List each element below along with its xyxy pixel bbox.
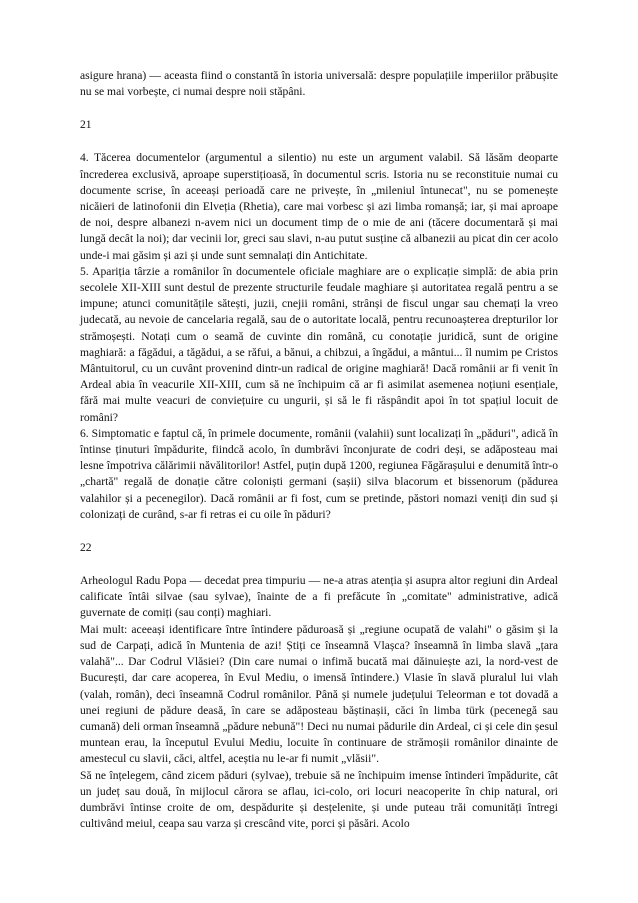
paragraph-gap (80, 100, 558, 117)
paragraph-gap (80, 556, 558, 573)
page-number: 22 (80, 541, 92, 555)
paragraph-gap (80, 133, 558, 150)
paragraph: 6. Simptomatic e faptul că, în primele documente, românii (valahii) sunt localizați în „păduri", adică în întinse ținuturi împădurite, fiindcă acolo, în dumbrăvi înconjurate de codri deși, se adăposteau mai lesne împotriva călărimii năvălitorilor! Astfel, puțin după 1200, regiunea Făgărașului e denumită într-o „chartă" regală de donație către coloniști germani (sașii) silva blacorum et bissenorum (pădurea valahilor și a pecenegilor). Dacă românii ar fi fost, cum se pretinde, păstori nomazi veniți din sud și colonizați de curând, s-ar fi retras ei cu oile în păduri? (80, 426, 558, 521)
page-number: 21 (80, 118, 92, 132)
paragraph: Arheologul Radu Popa — decedat prea timpuriu — ne-a atras atenția și asupra altor regiuni din Ardeal calificate întâi silvae (sau sylvae), înainte de a fi prefăcute în „comitate" administrative, adică guvernate de comiți (sau conți) maghiari. (80, 574, 558, 620)
paragraph: Să ne înțelegem, când zicem păduri (sylvae), trebuie să ne închipuim imense întinderi împădurite, cât un județ sau două, în mijlocul cărora se aflau, ici-colo, ori locuri neacoperite în chip natural, ori dumbrăvi întinse croite de om, despădurite și desțelenite, și unde puteau trăi comunități întregi cultivând meiul, ceapa sau varza și crescând vite, porci și păsări. Acolo (80, 768, 558, 831)
paragraph: Mai mult: aceeași identificare între întindere păduroasă și „regiune ocupată de valahi" o găsim și la sud de Carpați, adică în Muntenia de azi! Știți ce înseamnă Vlașca? înseamnă în limba slavă „țara valahă"... Dar Codrul Vlăsiei? (Din care numai o infimă bucată mai dăinuiește azi, la nord-vest de București, dar care acoperea, în Evul Mediu, o imensă întindere.) Vlasie în slavă pluralul lui vlah (valah, român), deci înseamnă Codrul românilor. Până și numele județului Teleorman e tot dovadă a unei regiuni de pădure deasă, în care se adăposteau băștinașii, căci în limba türk (pecenegă sau cumană) deli orman înseamnă „pădure nebună"! Deci nu numai pădurile din Ardeal, ci și cele din șesul muntean erau, la începutul Evului Mediu, locuite în continuare de strămoșii românilor dinainte de amestecul cu slavii, căci, altfel, aceștia nu le-ar fi numit „vlăsii". (80, 622, 558, 766)
paragraph-gap (80, 523, 558, 540)
paragraph: asigure hrana) — aceasta fiind o constantă în istoria universală: despre populațiile imperiilor prăbușite nu se mai vorbește, ci numai despre noii stăpâni. (80, 69, 558, 99)
paragraph: 5. Apariția târzie a românilor în documentele oficiale maghiare are o explicație simplă: de abia prin secolele XII-XIII sunt destul de prezente structurile feudale maghiare și autoritatea regală pentru a se impune; atunci comunitățile sătești, juzii, cnejii români, strânși de fiscul ungar sau chemați la vreo judecată, au nevoie de cancelaria regală, sau de o autoritate locală, pentru recunoașterea drepturilor lor strămoșești. Notați cum o seamă de cuvinte din română, cu conotație juridică, sunt de origine maghiară: a făgădui, a tăgădui, a se răfui, a bănui, a chibzui, a îngădui, a mântui... îl numim pe Cristos Mântuitorul, cu un cuvânt provenind dintr-un radical de origine maghiară! Dacă românii ar fi venit în Ardeal abia în veacurile XII-XIII, cum să ne închipuim că ar fi asimilat asemenea noțiuni esențiale, fără mai multe veacuri de conviețuire cu ungurii, și să le fi răspândit apoi în tot spațiul locuit de români? (80, 264, 558, 424)
paragraph: 4. Tăcerea documentelor (argumentul a silentio) nu este un argument valabil. Să lăsăm deoparte încrederea exclusivă, aproape superstițioasă, în documentul scris. Istoria nu se reconstituie numai cu documente scrise, în aceeași perioadă care ne privește, în „mileniul întunecat", nu se pomenește nicăieri de latinofonii din Elveția (Rhetia), care mai vorbesc și azi limba romanșă; iar, și mai aproape de noi, despre albanezi n-avem nici un document timp de o mie de ani (tăcere documentară și mai lungă decât la noi); dar vecinii lor, greci sau slavi, n-au putut susține că albanezii au picat din cer acolo unde-i mai găsim și azi și unde sunt semnalați din Antichitate. (80, 151, 558, 262)
